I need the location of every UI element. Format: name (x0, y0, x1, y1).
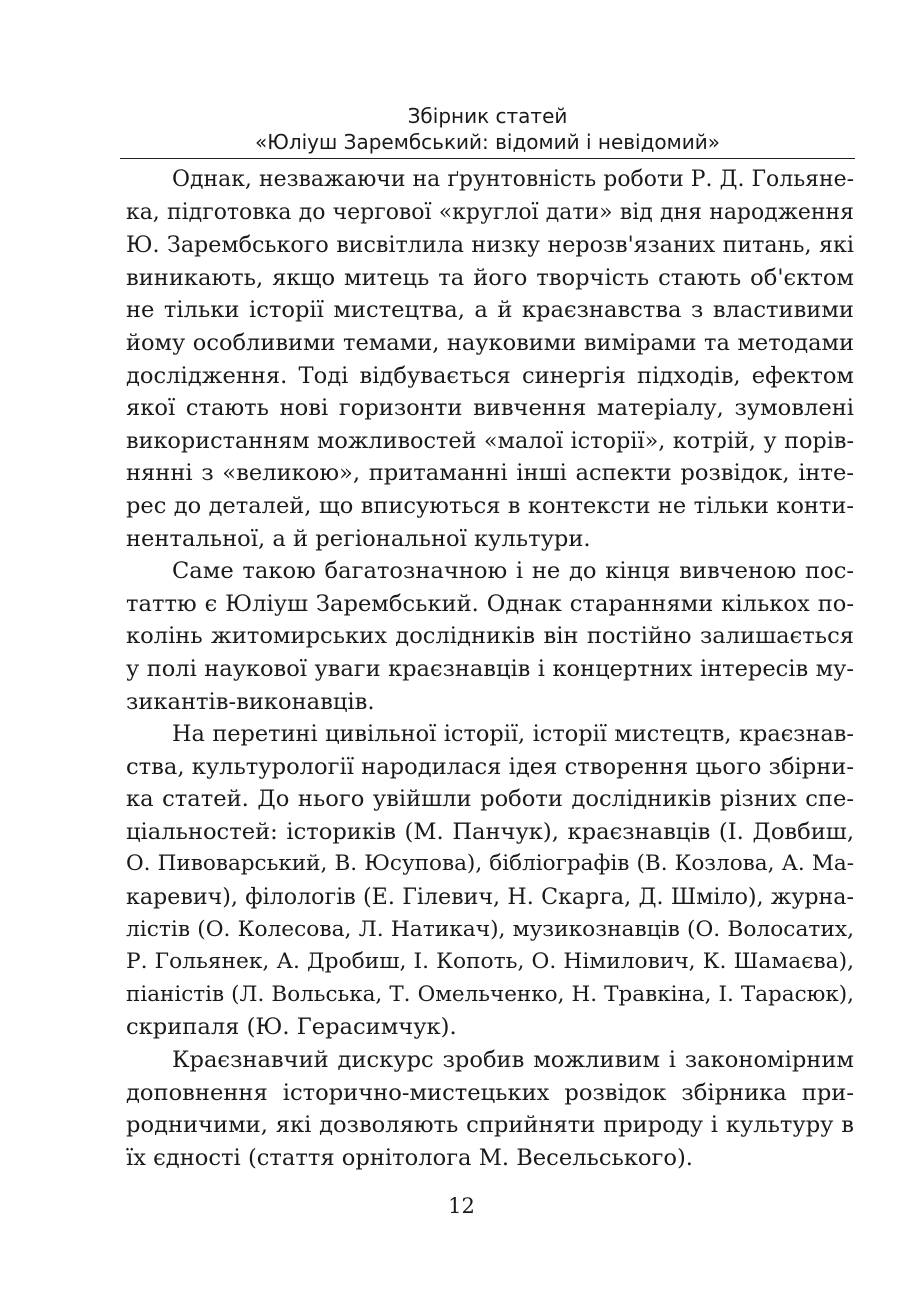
text-line: доповнення історично-мистецьких розвідок збірника при- (126, 1079, 854, 1106)
text-line: ства, культурології народилася ідея створення цього збірни- (126, 753, 854, 780)
text-line: скрипаля (Ю. Герасимчук). (126, 1014, 457, 1041)
paragraph (126, 718, 854, 1044)
text-line: використанням можливостей «малої історії», котрій, у порів- (126, 427, 854, 454)
text-line: нентальної, а й регіональної культури. (126, 525, 591, 552)
header-collection-title: Збірник статей (407, 104, 568, 128)
text-line: не тільки історії мистецтва, а й краєзнавства з властивими (126, 297, 854, 324)
header-book-title: «Юліуш Зарембський: відомий і невідомий» (255, 130, 720, 154)
text-line: виникають, якщо митець та його творчість стають об'єктом (126, 264, 854, 291)
text-line: нянні з «великою», притаманні інші аспекти розвідок, інте- (126, 460, 854, 487)
text-line: Саме такою багатозначною і не до кінця вивченою пос- (172, 558, 854, 585)
text-line: їх єдності (стаття орнітолога М. Весельського). (126, 1144, 693, 1171)
text-line: ціальностей: істориків (М. Панчук), краєзнавців (І. Довбиш, (126, 818, 854, 845)
text-line: Однак, незважаючи на ґрунтовність роботи Р. Д. Гольяне- (172, 167, 854, 192)
paragraph (126, 164, 854, 555)
text-line: рес до деталей, що вписуються в контексти не тільки конти- (126, 492, 854, 519)
text-line: зикантів-виконавців. (126, 688, 375, 715)
text-line: ка, підготовка до чергової «круглої дати» від дня народження (126, 199, 854, 225)
text-line: таттю є Юліуш Зарембський. Однак стараннями кількох по- (126, 590, 854, 617)
text-line: якої стають нові горизонти вивчення матеріалу, зумовлені (126, 395, 854, 422)
page-number: 12 (448, 1194, 475, 1218)
text-line: Ю. Зарембського висвітлила низку нерозв'язаних питань, які (126, 232, 854, 259)
text-line: піаністів (Л. Вольська, Т. Омельченко, Н. Травкіна, І. Тарасюк), (126, 981, 854, 1007)
paragraph (126, 555, 854, 718)
text-line: Р. Гольянек, А. Дробиш, І. Копоть, О. Німилович, К. Шамаєва), (126, 949, 854, 975)
text-line: Краєзнавчий дискурс зробив можливим і закономірним (172, 1047, 854, 1074)
text-line: колінь житомирських дослідників він постійно залишається (126, 623, 854, 650)
text-line: йому особливими темами, науковими вимірами та методами (126, 329, 854, 356)
body-text (126, 164, 854, 1174)
text-line: у полі наукової уваги краєзнавців і концертних інтересів му- (126, 655, 854, 682)
text-line: ка статей. До нього увійшли роботи дослідників різних спе- (126, 786, 854, 813)
paragraph (126, 1044, 854, 1174)
text-line: лістів (О. Колесова, Л. Натикач), музикознавців (О. Волосатих, (126, 916, 854, 942)
text-line: На перетині цивільної історії, історії мистецтв, краєзнав- (172, 721, 854, 748)
running-header (120, 103, 855, 155)
text-line: родничими, які дозволяють сприйняти природу і культуру в (126, 1112, 854, 1139)
header-divider (120, 158, 855, 159)
text-line: каревич), філологів (Е. Гілевич, Н. Скарга, Д. Шміло), журна- (126, 884, 854, 911)
text-line: дослідження. Тоді відбувається синергія підходів, ефектом (126, 362, 854, 389)
text-line: О. Пивоварський, В. Юсупова), бібліографів (В. Козлова, А. Ма- (126, 851, 854, 877)
